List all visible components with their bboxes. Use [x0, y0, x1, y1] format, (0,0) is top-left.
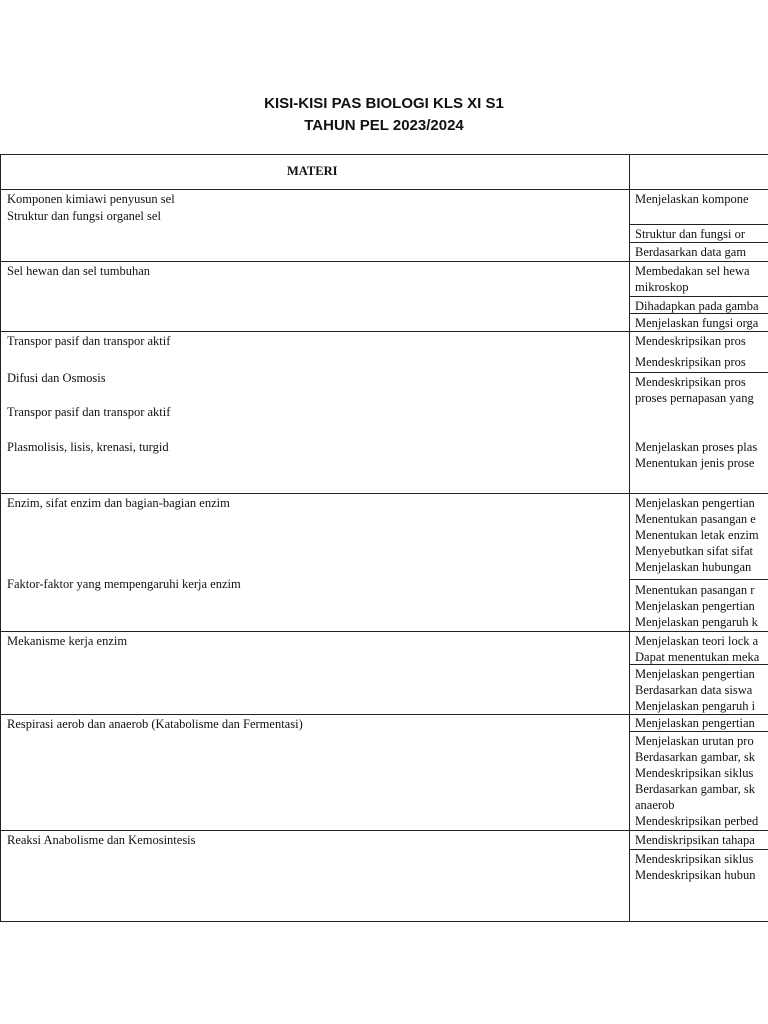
column-header-materi: MATERI [287, 164, 338, 178]
indikator-cell: Menjelaskan urutan pro [635, 734, 754, 748]
materi-cell: Komponen kimiawi penyusun sel [7, 192, 175, 206]
table-border-bottom [0, 921, 768, 922]
indikator-cell: Berdasarkan gambar, sk [635, 782, 755, 796]
materi-cell: Respirasi aerob dan anaerob (Katabolisme dan Fermentasi) [7, 717, 303, 731]
cell-divider [629, 849, 768, 850]
indikator-cell: Menentukan pasangan e [635, 512, 756, 526]
indikator-cell: Struktur dan fungsi or [635, 227, 746, 241]
indikator-cell: Menjelaskan pengertian [635, 716, 755, 730]
cell-divider [629, 372, 768, 373]
document-title: KISI-KISI PAS BIOLOGI KLS XI S1 [264, 95, 504, 112]
materi-cell: Difusi dan Osmosis [7, 371, 106, 385]
indikator-cell: Menjelaskan teori lock a [635, 634, 759, 648]
cell-divider [629, 224, 768, 225]
indikator-cell: Menjelaskan pengertian [635, 599, 755, 613]
cell-divider [629, 579, 768, 580]
indikator-cell: Mendeskripsikan perbed [635, 814, 759, 828]
materi-cell: Mekanisme kerja enzim [7, 634, 128, 648]
indikator-cell: Mendeskripsikan pros [635, 375, 746, 389]
document-subtitle: TAHUN PEL 2023/2024 [304, 117, 464, 134]
indikator-cell: Berdasarkan gambar, sk [635, 750, 755, 764]
cell-divider [629, 242, 768, 243]
table-border-left [0, 154, 1, 922]
cell-divider [629, 731, 768, 732]
indikator-cell: Menentukan jenis prose [635, 456, 755, 470]
indikator-cell: anaerob [635, 798, 675, 812]
row-border [0, 830, 768, 831]
indikator-cell: Mendeskripsikan siklus [635, 852, 754, 866]
cell-divider [629, 296, 768, 297]
materi-cell: Reaksi Anabolisme dan Kemosintesis [7, 833, 196, 847]
row-border [0, 261, 768, 262]
indikator-cell: Dapat menentukan meka [635, 650, 760, 664]
row-border [0, 631, 768, 632]
materi-cell: Transpor pasif dan transpor aktif [7, 405, 171, 419]
materi-cell: Enzim, sifat enzim dan bagian-bagian enzim [7, 496, 230, 510]
indikator-cell: Berdasarkan data gam [635, 245, 747, 259]
indikator-cell: Menjelaskan hubungan [635, 560, 752, 574]
indikator-cell: proses pernapasan yang [635, 391, 754, 405]
indikator-cell: Mendeskripsikan hubun [635, 868, 756, 882]
indikator-cell: Menjelaskan pengaruh i [635, 699, 756, 713]
indikator-cell: Membedakan sel hewa [635, 264, 750, 278]
indikator-cell: Menjelaskan fungsi orga [635, 316, 759, 330]
indikator-cell: Menjelaskan pengaruh k [635, 615, 758, 629]
indikator-cell: Menjelaskan pengertian [635, 667, 755, 681]
indikator-cell: Dihadapkan pada gamba [635, 299, 759, 313]
table-border-top [0, 154, 768, 155]
materi-cell: Plasmolisis, lisis, krenasi, turgid [7, 440, 169, 454]
indikator-cell: Mendeskripsikan pros [635, 355, 746, 369]
materi-cell: Struktur dan fungsi organel sel [7, 209, 161, 223]
indikator-cell: Mendiskripsikan tahapa [635, 833, 755, 847]
indikator-cell: Mendeskripsikan siklus [635, 766, 754, 780]
indikator-cell: Berdasarkan data siswa [635, 683, 753, 697]
materi-cell: Transpor pasif dan transpor aktif [7, 334, 171, 348]
indikator-cell: mikroskop [635, 280, 689, 294]
materi-cell: Sel hewan dan sel tumbuhan [7, 264, 151, 278]
indikator-cell: Menentukan pasangan r [635, 583, 755, 597]
row-border [0, 331, 768, 332]
indikator-cell: Menentukan letak enzim [635, 528, 759, 542]
indikator-cell: Menyebutkan sifat sifat [635, 544, 754, 558]
materi-cell: Faktor-faktor yang mempengaruhi kerja enzim [7, 577, 241, 591]
indikator-cell: Menjelaskan proses plas [635, 440, 758, 454]
column-divider [629, 154, 630, 922]
row-border [0, 493, 768, 494]
indikator-cell: Menjelaskan kompone [635, 192, 749, 206]
indikator-cell: Mendeskripsikan pros [635, 334, 746, 348]
header-border [0, 189, 768, 190]
indikator-cell: Menjelaskan pengertian [635, 496, 755, 510]
